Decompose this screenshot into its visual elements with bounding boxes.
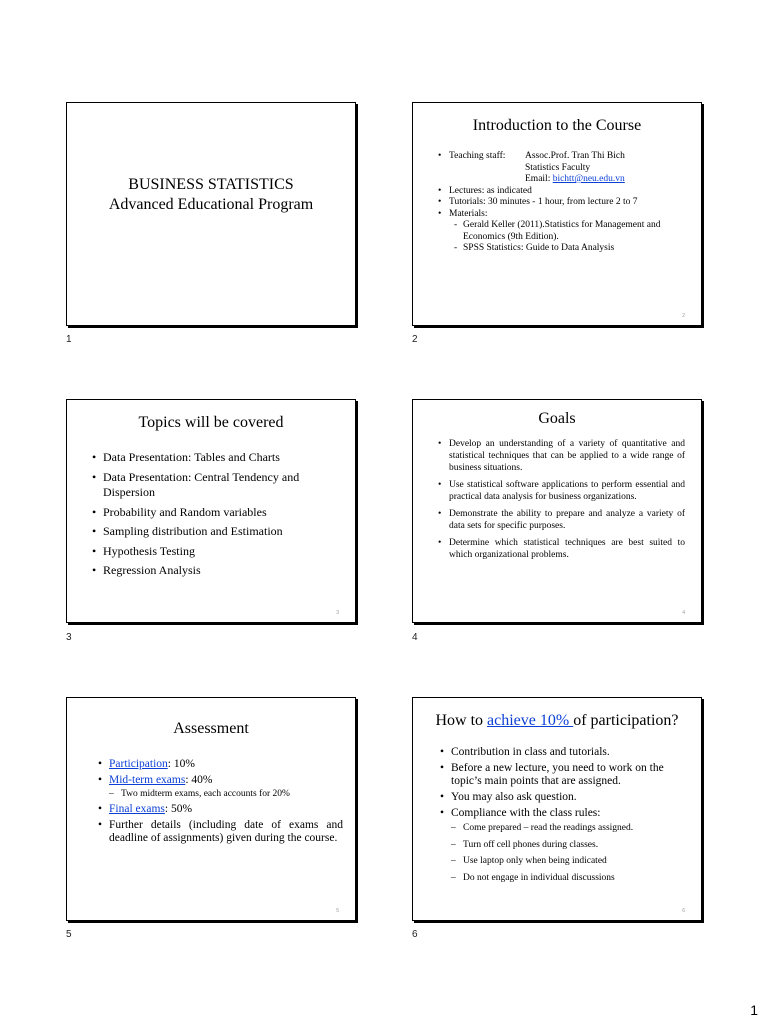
staff-faculty: Statistics Faculty xyxy=(525,162,591,173)
midterm-value: : 40% xyxy=(185,774,213,786)
participation-value: : 10% xyxy=(167,758,195,770)
slide-4-title: Goals xyxy=(538,410,576,427)
material-item: - Gerald Keller (2011).Statistics for Management and Economics (9th Edition). xyxy=(451,220,687,243)
slide-4-number: 4 xyxy=(412,632,418,643)
list-item: • Use statistical software applications to perform essential and practical data analysis for business organizations. xyxy=(437,479,685,503)
further-item: • Further details (including date of exams and deadline of assignments) given during the course. xyxy=(97,819,343,845)
staff-email-line xyxy=(525,174,625,186)
slide-6-title-prefix: How to xyxy=(435,712,488,729)
materials-label: Materials: xyxy=(449,208,488,219)
rule-item: – Come prepared – read the readings assigned. xyxy=(451,820,689,837)
slide-5 xyxy=(66,697,356,921)
list-item: • Tutorials: 30 minutes - 1 hour, from lecture 2 to 7 xyxy=(437,197,687,209)
slide-2 xyxy=(412,102,702,326)
list-item xyxy=(439,807,689,886)
participation-link[interactable]: Participation xyxy=(109,758,168,770)
midterm-link[interactable]: Mid-term exams xyxy=(109,774,186,786)
list-item: • Data Presentation: Central Tendency and Dispersion xyxy=(91,470,335,501)
slide-6-corner-number: 6 xyxy=(682,908,685,914)
participation-item xyxy=(97,758,343,771)
slide-1-title xyxy=(67,175,355,215)
list-item: • Probability and Random variables xyxy=(91,505,335,521)
list-item: • Before a new lecture, you need to work on the topic’s main points that are assigned. xyxy=(439,762,689,788)
rule-item: – Turn off cell phones during classes. xyxy=(451,837,689,854)
achieve-link[interactable]: achieve 10% xyxy=(487,712,574,729)
staff-item xyxy=(437,151,687,186)
list-item: • Develop an understanding of a variety of quantitative and statistical techniques that can be applied to a wide range of business situations. xyxy=(437,438,685,474)
slide-6-title xyxy=(413,712,701,730)
email-label: Email: xyxy=(525,174,553,184)
slide-2-title: Introduction to the Course xyxy=(472,117,642,134)
slide-1-number: 1 xyxy=(66,334,72,345)
final-value: : 50% xyxy=(164,803,193,815)
midterm-sub: – Two midterm exams, each accounts for 20% xyxy=(109,788,343,800)
slide-4 xyxy=(412,399,702,623)
list-item: • Determine which statistical techniques are best suited to which organizational problems. xyxy=(437,537,685,561)
list-item: • Regression Analysis xyxy=(91,563,335,579)
page-number: 1 xyxy=(750,1002,758,1018)
rule-item: – Use laptop only when being indicated xyxy=(451,853,689,870)
slide-6-number: 6 xyxy=(412,929,418,940)
slide-6-title-suffix: of participation? xyxy=(573,712,679,729)
slide-5-number: 5 xyxy=(66,929,72,940)
list-item: • Demonstrate the ability to prepare and analyze a variety of data sets for specific purposes. xyxy=(437,508,685,532)
slide-6 xyxy=(412,697,702,921)
slide-3-title: Topics will be covered xyxy=(138,414,284,431)
material-item: - SPSS Statistics: Guide to Data Analysis xyxy=(451,243,687,255)
list-item: • You may also ask question. xyxy=(439,791,689,804)
rules-label: Compliance with the class rules: xyxy=(451,807,601,819)
list-item xyxy=(437,209,687,255)
list-item: • Data Presentation: Tables and Charts xyxy=(91,450,335,466)
slide-4-corner-number: 4 xyxy=(682,610,685,616)
list-item: • Sampling distribution and Estimation xyxy=(91,524,335,540)
final-link[interactable]: Final exams xyxy=(109,803,165,815)
list-item: • Contribution in class and tutorials. xyxy=(439,746,689,759)
slide-5-corner-number: 5 xyxy=(336,908,339,914)
email-link[interactable]: bichtt@neu.edu.vn xyxy=(552,174,625,184)
slide-3-number: 3 xyxy=(66,632,72,643)
staff-name: Assoc.Prof. Tran Thi Bich xyxy=(525,151,625,161)
midterm-item xyxy=(97,774,343,800)
slide-1 xyxy=(66,102,356,326)
slide-3-corner-number: 3 xyxy=(336,610,339,616)
slide-5-title: Assessment xyxy=(173,720,249,737)
rule-item: – Do not engage in individual discussions xyxy=(451,870,689,887)
slide-1-title-line1: BUSINESS STATISTICS xyxy=(128,176,294,193)
slide-2-corner-number: 2 xyxy=(682,313,685,319)
slide-1-title-line2: Advanced Educational Program xyxy=(108,196,314,213)
final-item xyxy=(97,803,343,816)
slide-3 xyxy=(66,399,356,623)
slide-2-number: 2 xyxy=(412,334,418,345)
list-item: • Lectures: as indicated xyxy=(437,186,687,198)
staff-label: • Teaching staff: xyxy=(449,151,506,161)
list-item: • Hypothesis Testing xyxy=(91,544,335,560)
